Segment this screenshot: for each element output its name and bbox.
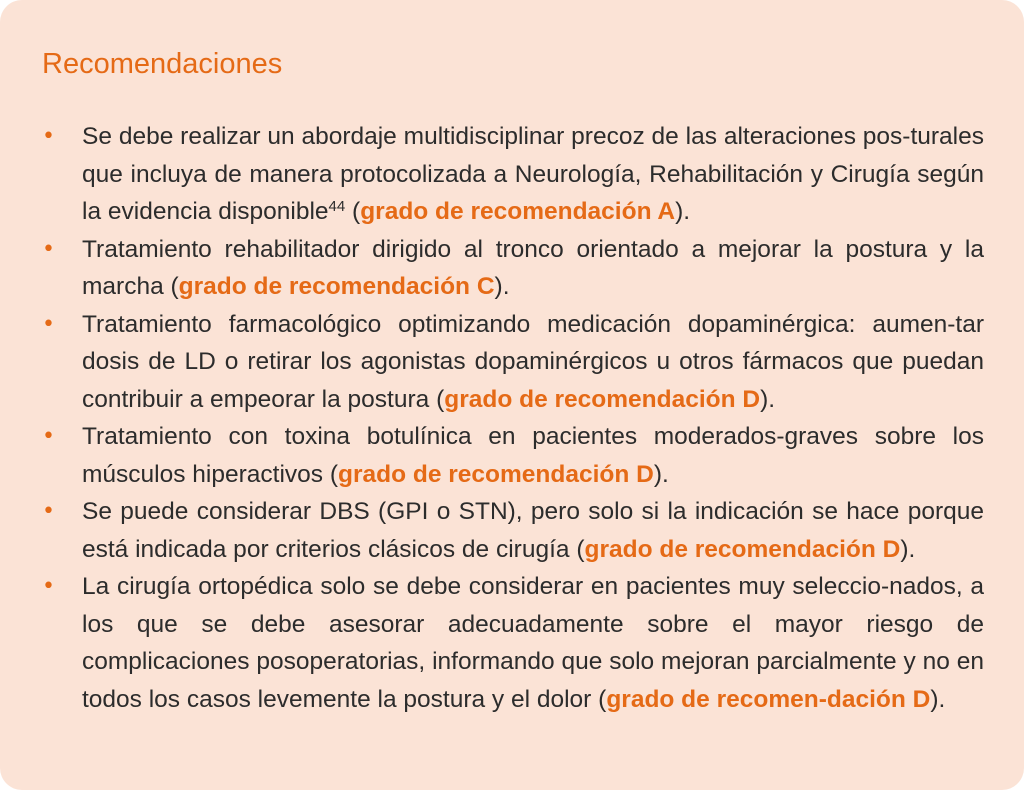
close-paren: ). bbox=[494, 273, 510, 300]
bullet-icon: • bbox=[42, 311, 55, 337]
open-paren: ( bbox=[163, 273, 179, 300]
bullet-icon: • bbox=[42, 124, 55, 149]
close-paren: ). bbox=[900, 535, 916, 563]
list-item bbox=[40, 418, 984, 493]
recommendation-grade: grado de recomendación C bbox=[178, 273, 495, 300]
open-paren: ( bbox=[323, 460, 338, 488]
recommendation-grade: grado de recomendación D bbox=[338, 460, 654, 488]
open-paren: ( bbox=[569, 535, 585, 563]
list-item bbox=[40, 568, 984, 718]
item-text: Se puede considerar DBS (GPI o STN), pero solo si la indicación se hace porque está indicada por criterios clásicos de cirugía bbox=[82, 498, 984, 563]
item-text: Tratamiento con toxina botulínica en pacientes moderados-graves sobre los músculos hiperactivos bbox=[82, 423, 984, 488]
open-paren: ( bbox=[591, 685, 607, 713]
item-text: La cirugía ortopédica solo se debe considerar en pacientes muy seleccio-nados, a los que se debe asesorar adecuadamente sobre el mayor riesgo de complicaciones posoperatorias, informando que solo mejoran parcialmente y no en todos los casos levemente la postura y el dolor bbox=[82, 573, 984, 713]
item-text: Tratamiento rehabilitador dirigido al tronco orientado a mejorar la postura y la marcha bbox=[82, 235, 984, 300]
bullet-icon: • bbox=[42, 499, 55, 524]
item-text: Se debe realizar un abordaje multidisciplinar precoz de las alteraciones pos-turales que incluya de manera protocolizada a Neurología, Rehabilitación y Cirugía según la evidencia disponible bbox=[82, 123, 984, 225]
reference-number: 44 bbox=[328, 198, 346, 215]
close-paren: ). bbox=[760, 385, 776, 413]
recommendations-list bbox=[40, 118, 984, 718]
recommendation-grade: grado de recomendación D bbox=[584, 535, 901, 563]
close-paren: ). bbox=[930, 685, 946, 713]
list-item bbox=[40, 118, 984, 231]
close-paren: ). bbox=[675, 198, 691, 225]
list-item bbox=[40, 231, 984, 306]
recommendation-grade: grado de recomendación D bbox=[444, 385, 761, 413]
bullet-icon: • bbox=[42, 574, 55, 599]
recommendation-grade: grado de recomendación A bbox=[360, 198, 676, 225]
bullet-icon: • bbox=[42, 236, 55, 262]
list-item bbox=[40, 306, 984, 419]
list-item bbox=[40, 493, 984, 568]
bullet-icon: • bbox=[42, 424, 55, 449]
box-title: Recomendaciones bbox=[42, 48, 283, 80]
open-paren: ( bbox=[345, 198, 361, 225]
open-paren: ( bbox=[429, 385, 445, 413]
recommendation-grade: grado de recomen-dación D bbox=[606, 685, 931, 713]
close-paren: ). bbox=[653, 460, 669, 488]
item-text: Tratamiento farmacológico optimizando medicación dopaminérgica: aumen-tar dosis de LD o retirar los agonistas dopaminérgicos u otros fármacos que puedan contribuir a empeorar la postura bbox=[82, 310, 984, 413]
